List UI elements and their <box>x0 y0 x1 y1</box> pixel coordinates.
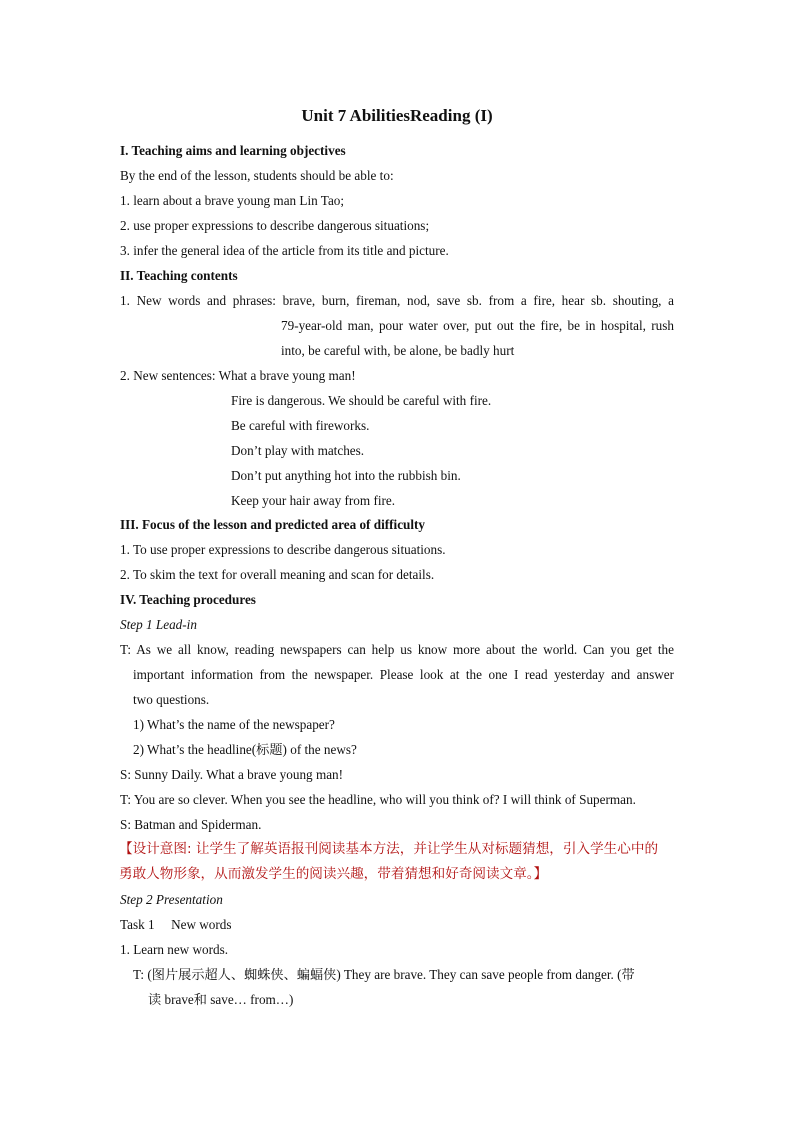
teacher-line: T: (图片展示超人、蜘蛛侠、蝙蝠侠) They are brave. They can save people from danger. (带 <box>133 967 635 982</box>
new-words-line: 1. New words and phrases: brave, burn, fireman, nod, save sb. from a fire, hear sb. shouting, a <box>120 293 674 308</box>
section-heading-contents: II. Teaching contents <box>120 268 238 283</box>
new-words-line: into, be careful with, be alone, be badly hurt <box>281 343 515 358</box>
aims-item: 2. use proper expressions to describe dangerous situations; <box>120 218 430 233</box>
question-item: 2) What’s the headline(标题) of the news? <box>133 742 357 757</box>
design-intent-note: 【设计意图: 让学生了解英语报刊阅读基本方法，并让学生从对标题猜想，引入学生心中的 <box>119 841 659 857</box>
step-heading: Step 2 Presentation <box>120 892 223 907</box>
question-item: 1) What’s the name of the newspaper? <box>133 717 335 732</box>
section-heading-procedures: IV. Teaching procedures <box>120 592 256 607</box>
sentence-item: Keep your hair away from fire. <box>231 493 396 508</box>
document-title: Unit 7 AbilitiesReading (I) <box>301 106 493 125</box>
student-line: S: Sunny Daily. What a brave young man! <box>120 767 344 782</box>
teacher-line: T: As we all know, reading newspapers can help us know more about the world. Can you get the <box>120 642 674 657</box>
new-words-line: 79-year-old man, pour water over, put out the fire, be in hospital, rush <box>281 318 674 333</box>
teacher-line: important information from the newspaper. Please look at the one I read yesterday and answer <box>133 667 674 682</box>
sentence-item: Be careful with fireworks. <box>231 418 370 433</box>
teacher-line: 读 brave和 save… from…) <box>148 992 294 1007</box>
task-heading: Task 1 New words <box>120 917 232 932</box>
focus-item: 1. To use proper expressions to describe dangerous situations. <box>120 542 446 557</box>
focus-item: 2. To skim the text for overall meaning and scan for details. <box>120 567 435 582</box>
new-sentences-line: 2. New sentences: What a brave young man! <box>120 368 356 383</box>
sentence-item: Fire is dangerous. We should be careful with fire. <box>231 393 492 408</box>
aims-item: 3. infer the general idea of the article from its title and picture. <box>120 243 449 258</box>
section-heading-aims: I. Teaching aims and learning objectives <box>120 143 346 158</box>
teacher-line: T: You are so clever. When you see the headline, who will you think of? I will think of Superman. <box>120 792 636 807</box>
sentence-item: Don’t put anything hot into the rubbish bin. <box>231 468 461 483</box>
student-line: S: Batman and Spiderman. <box>120 817 262 832</box>
teacher-line: two questions. <box>133 692 210 707</box>
aims-item: 1. learn about a brave young man Lin Tao; <box>120 193 345 208</box>
sentence-item: Don’t play with matches. <box>231 443 365 458</box>
section-heading-focus: III. Focus of the lesson and predicted area of difficulty <box>120 517 426 532</box>
design-intent-note: 勇敢人物形象，从而激发学生的阅读兴趣，带着猜想和好奇阅读文章。】 <box>119 866 548 882</box>
aims-intro: By the end of the lesson, students should be able to: <box>120 168 394 183</box>
task-instruction: 1. Learn new words. <box>120 942 229 957</box>
step-heading: Step 1 Lead-in <box>120 617 197 632</box>
